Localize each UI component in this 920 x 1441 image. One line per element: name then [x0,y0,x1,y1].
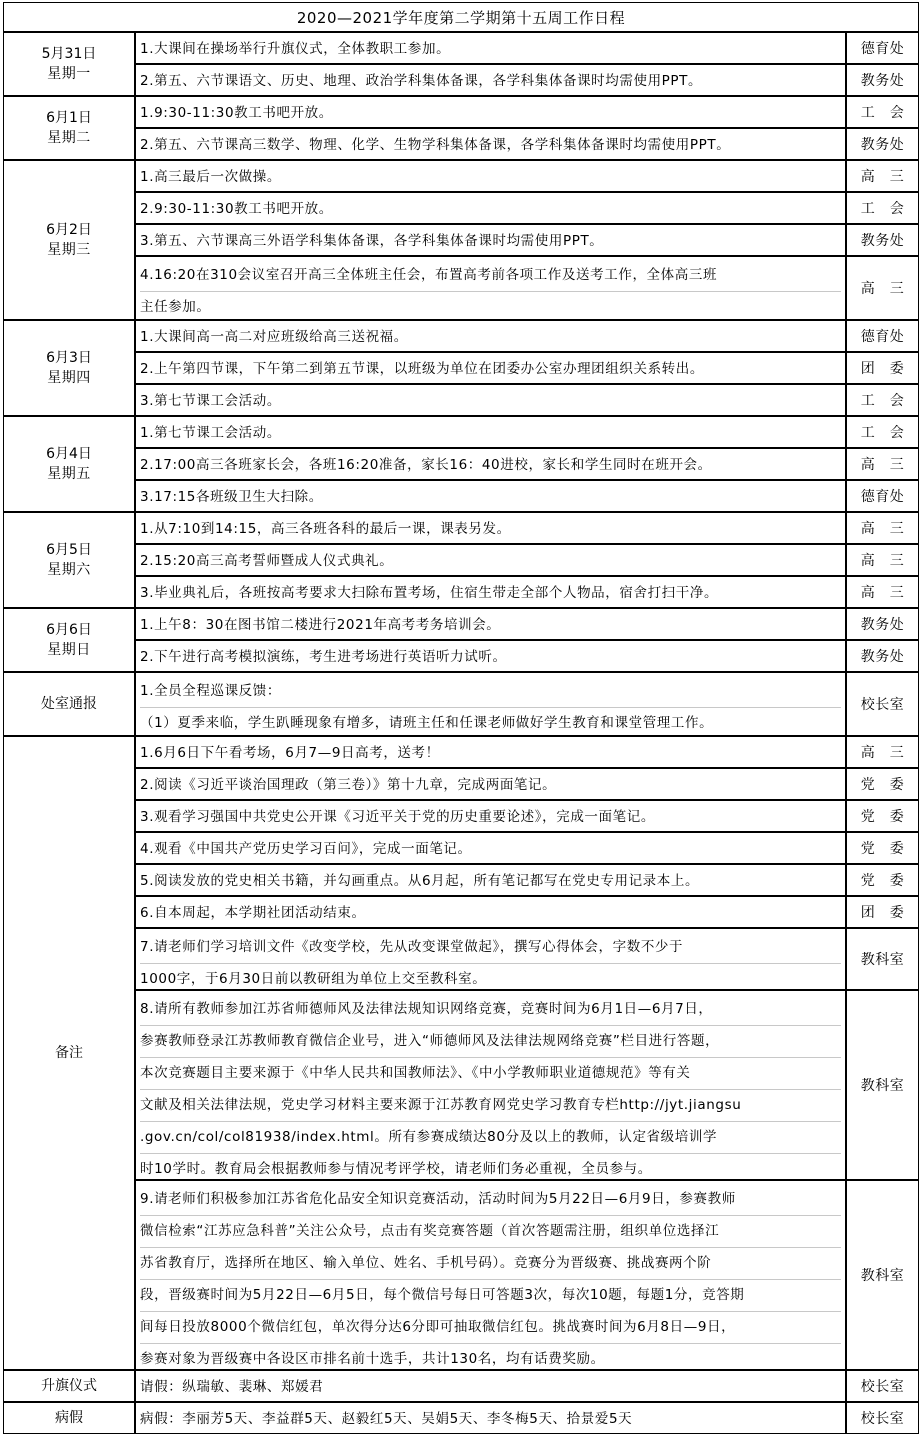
item-text-line: 1.全员全程巡课反馈： [140,676,841,708]
department-label: 教务处 [860,137,905,153]
item-text-line: 3.17:15各班级卫生大扫除。 [140,489,323,505]
department-label: 高 三 [860,745,905,761]
department-cell [846,64,919,96]
schedule-item [135,544,846,576]
item-text-line: 9.请老师们积极参加江苏省危化品安全知识竞赛活动，活动时间为5月22日—6月9日，参赛教师 [140,1184,841,1216]
department-cell [846,448,919,480]
department-cell [846,576,919,608]
department-label: 团 委 [860,361,905,377]
department-cell [846,224,919,256]
department-cell [846,128,919,160]
schedule-item [135,608,846,640]
date-cell [3,160,135,320]
item-text-line: 1000字，于6月30日前以教研组为单位上交至教科室。 [140,971,487,987]
remarks-label: 备注 [55,1045,83,1061]
department-label: 校长室 [860,1411,905,1427]
schedule-item [135,192,846,224]
department-label: 团 委 [860,905,905,921]
department-label: 党 委 [860,809,905,825]
item-text-line: 参赛教师登录江苏教师教育微信企业号，进入“师德师风及法律法规网络竞赛”栏目进行答题， [140,1026,841,1058]
department-cell [846,800,919,832]
department-cell [846,1180,919,1370]
schedule-item [135,256,846,320]
department-label: 高 三 [860,521,905,537]
flag-text-line: 请假：纵瑞敏、裴琳、郑媛君 [140,1379,324,1395]
item-text-line: 2.阅读《习近平谈治国理政（第三卷）》第十九章，完成两面笔记。 [140,777,557,793]
item-text-line: 3.第五、六节课高三外语学科集体备课，各学科集体备课时均需使用PPT。 [140,233,604,249]
weekday-label: 星期五 [47,466,91,482]
item-text-line: 2.9:30-11:30教工书吧开放。 [140,201,333,217]
item-text-line: 3.观看学习强国中共党史公开课《习近平关于党的历史重要论述》，完成一面笔记。 [140,809,655,825]
department-cell [846,832,919,864]
department-label: 德育处 [860,41,905,57]
item-text-line: 1.大课间高一高二对应班级给高三送祝福。 [140,329,408,345]
department-label: 高 三 [860,553,905,569]
date-cell [3,512,135,608]
item-text-line: 文献及相关法律法规，党史学习材料主要来源于江苏教育网党史学习教育专栏http://jyt.jiangsu [140,1090,841,1122]
department-cell [846,416,919,448]
remark-item [135,990,846,1180]
department-label: 校长室 [860,697,905,713]
department-cell [846,864,919,896]
department-cell [846,32,919,64]
department-cell [846,1370,919,1402]
item-text-line: 2.第五、六节课高三数学、物理、化学、生物学科集体备课，各学科集体备课时均需使用PPT。 [140,137,731,153]
remarks-label-cell [3,736,135,1370]
item-text-line: 2.15:20高三高考誓师暨成人仪式典礼。 [140,553,394,569]
item-text-line: 5.阅读发放的党史相关书籍，并勾画重点。从6月起，所有笔记都写在党史专用记录本上。 [140,873,700,889]
schedule-item [135,320,846,352]
date-label: 6月5日 [46,542,92,558]
item-text-line: 间每日投放8000个微信红包，单次得分达6分即可抽取微信红包。挑战赛时间为6月8日—9日， [140,1312,841,1344]
weekday-label: 星期三 [47,242,91,258]
department-cell [846,768,919,800]
weekday-label: 星期二 [47,130,91,146]
department-label: 教科室 [860,1078,905,1094]
department-label: 工 会 [860,201,905,217]
remark-item [135,896,846,928]
date-cell [3,320,135,416]
item-text-line: 1.第七节课工会活动。 [140,425,281,441]
notice-label: 处室通报 [41,696,97,712]
schedule-item [135,224,846,256]
remark-item [135,736,846,768]
department-label: 校长室 [860,1379,905,1395]
department-cell [846,544,919,576]
sick-label: 病假 [55,1410,83,1426]
department-cell [846,640,919,672]
item-text-line: 时10学时。教育局会根据教师参与情况考评学校，请老师们务必重视，全员参与。 [140,1161,652,1177]
item-text-line: 3.毕业典礼后，各班按高考要求大扫除布置考场，住宿生带走全部个人物品，宿舍打扫干净。 [140,585,719,601]
weekday-label: 星期日 [47,642,91,658]
schedule-item [135,512,846,544]
item-text-line: 1.上午8：30在图书馆二楼进行2021年高考考务培训会。 [140,617,501,633]
department-label: 党 委 [860,841,905,857]
date-cell [3,608,135,672]
department-cell [846,160,919,192]
schedule-table [3,32,919,1440]
department-label: 教科室 [860,952,905,968]
item-text-line: 2.17:00高三各班家长会，各班16:20准备，家长16：40进校，家长和学生同时在班开会。 [140,457,712,473]
department-label: 教务处 [860,649,905,665]
item-text-line: 1.9:30-11:30教工书吧开放。 [140,105,333,121]
department-cell [846,608,919,640]
schedule-item [135,32,846,64]
department-cell [846,990,919,1180]
schedule-item [135,384,846,416]
schedule-item [135,480,846,512]
item-text-line: 1.从7:10到14:15，高三各班各科的最后一课，课表另发。 [140,521,511,537]
department-cell [846,320,919,352]
flag-label-cell [3,1370,135,1402]
department-label: 高 三 [860,281,905,297]
department-cell [846,512,919,544]
item-text-line: 2.下午进行高考模拟演练，考生进考场进行英语听力试听。 [140,649,507,665]
department-label: 高 三 [860,457,905,473]
item-text-line: 4.观看《中国共产党历史学习百问》，完成一面笔记。 [140,841,472,857]
department-label: 工 会 [860,393,905,409]
flag-text [135,1370,846,1402]
item-text-line: 7.请老师们学习培训文件《改变学校，先从改变课堂做起》，撰写心得体会，字数不少于 [140,932,841,964]
item-text-line: .gov.cn/col/col81938/index.html。所有参赛成绩达80分及以上的教师，认定省级培训学 [140,1122,841,1154]
department-label: 教务处 [860,233,905,249]
item-text-line: 主任参加。 [140,299,211,315]
item-text-line: 段，晋级赛时间为5月22日—6月5日，每个微信号每日可答题3次，每次10题，每题1分，竞答期 [140,1280,841,1312]
notice-text [135,672,846,736]
department-label: 工 会 [860,105,905,121]
notice-label-cell [3,672,135,736]
remark-item [135,1180,846,1370]
item-text-line: 2.第五、六节课语文、历史、地理、政治学科集体备课，各学科集体备课时均需使用PPT。 [140,73,703,89]
date-cell [3,96,135,160]
date-label: 5月31日 [41,46,97,62]
item-text-line: 参赛对象为晋级赛中各设区市排名前十选手，共计130名，均有话费奖励。 [140,1351,605,1367]
department-cell [846,480,919,512]
department-cell [846,384,919,416]
department-label: 教务处 [860,73,905,89]
sick-label-cell [3,1402,135,1434]
department-label: 教科室 [860,1268,905,1284]
department-label: 高 三 [860,169,905,185]
item-text-line: 2.上午第四节课，下午第二到第五节课，以班级为单位在团委办公室办理团组织关系转出。 [140,361,704,377]
date-cell [3,32,135,96]
schedule-item [135,640,846,672]
sick-text-line: 病假：李丽芳5天、李益群5天、赵毅红5天、吴娟5天、李冬梅5天、拾景爱5天 [140,1411,633,1427]
item-text-line: 4.16:20在310会议室召开高三全体班主任会，布置高考前各项工作及送考工作，全体高三班 [140,260,841,292]
schedule-item [135,416,846,448]
remark-item [135,832,846,864]
department-cell [846,896,919,928]
department-cell [846,672,919,736]
item-text-line: 8.请所有教师参加江苏省师德师风及法律法规知识网络竞赛，竞赛时间为6月1日—6月7日， [140,994,841,1026]
date-label: 6月6日 [46,622,92,638]
department-label: 党 委 [860,777,905,793]
date-label: 6月4日 [46,446,92,462]
remark-item [135,800,846,832]
remark-item [135,928,846,990]
schedule-item [135,96,846,128]
date-label: 6月3日 [46,350,92,366]
schedule-item [135,160,846,192]
department-label: 德育处 [860,329,905,345]
remark-item [135,864,846,896]
schedule-item [135,576,846,608]
schedule-item [135,64,846,96]
flag-label: 升旗仪式 [41,1378,97,1394]
schedule-item [135,128,846,160]
department-label: 高 三 [860,585,905,601]
item-text-line: 苏省教育厅，选择所在地区、输入单位、姓名、手机号码）。竞赛分为晋级赛、挑战赛两个阶 [140,1248,841,1280]
department-cell [846,256,919,320]
department-cell [846,352,919,384]
department-label: 工 会 [860,425,905,441]
schedule-title: 2020—2021学年度第二学期第十五周工作日程 [3,2,919,32]
item-text-line: （1）夏季来临，学生趴睡现象有增多，请班主任和任课老师做好学生教育和课堂管理工作。 [140,715,714,731]
item-text-line: 3.第七节课工会活动。 [140,393,281,409]
date-label: 6月2日 [46,222,92,238]
department-label: 党 委 [860,873,905,889]
item-text-line: 本次竞赛题目主要来源于《中华人民共和国教师法》、《中小学教师职业道德规范》等有关 [140,1058,841,1090]
weekday-label: 星期一 [47,66,91,82]
remark-item [135,768,846,800]
weekday-label: 星期四 [47,370,91,386]
date-cell [3,416,135,512]
schedule-item [135,352,846,384]
date-label: 6月1日 [46,110,92,126]
weekday-label: 星期六 [47,562,91,578]
sick-text [135,1402,846,1434]
department-cell [846,736,919,768]
item-text-line: 1.大课间在操场举行升旗仪式，全体教职工参加。 [140,41,451,57]
department-cell [846,96,919,128]
item-text-line: 1.高三最后一次做操。 [140,169,281,185]
item-text-line: 微信检索“江苏应急科普”关注公众号，点击有奖竞赛答题（首次答题需注册，组织单位选择江 [140,1216,841,1248]
item-text-line: 6.自本周起，本学期社团活动结束。 [140,905,366,921]
department-label: 德育处 [860,489,905,505]
department-cell [846,1402,919,1434]
department-cell [846,192,919,224]
item-text-line: 1.6月6日下午看考场，6月7—9日高考，送考！ [140,745,440,761]
department-cell [846,928,919,990]
schedule-item [135,448,846,480]
department-label: 教务处 [860,617,905,633]
